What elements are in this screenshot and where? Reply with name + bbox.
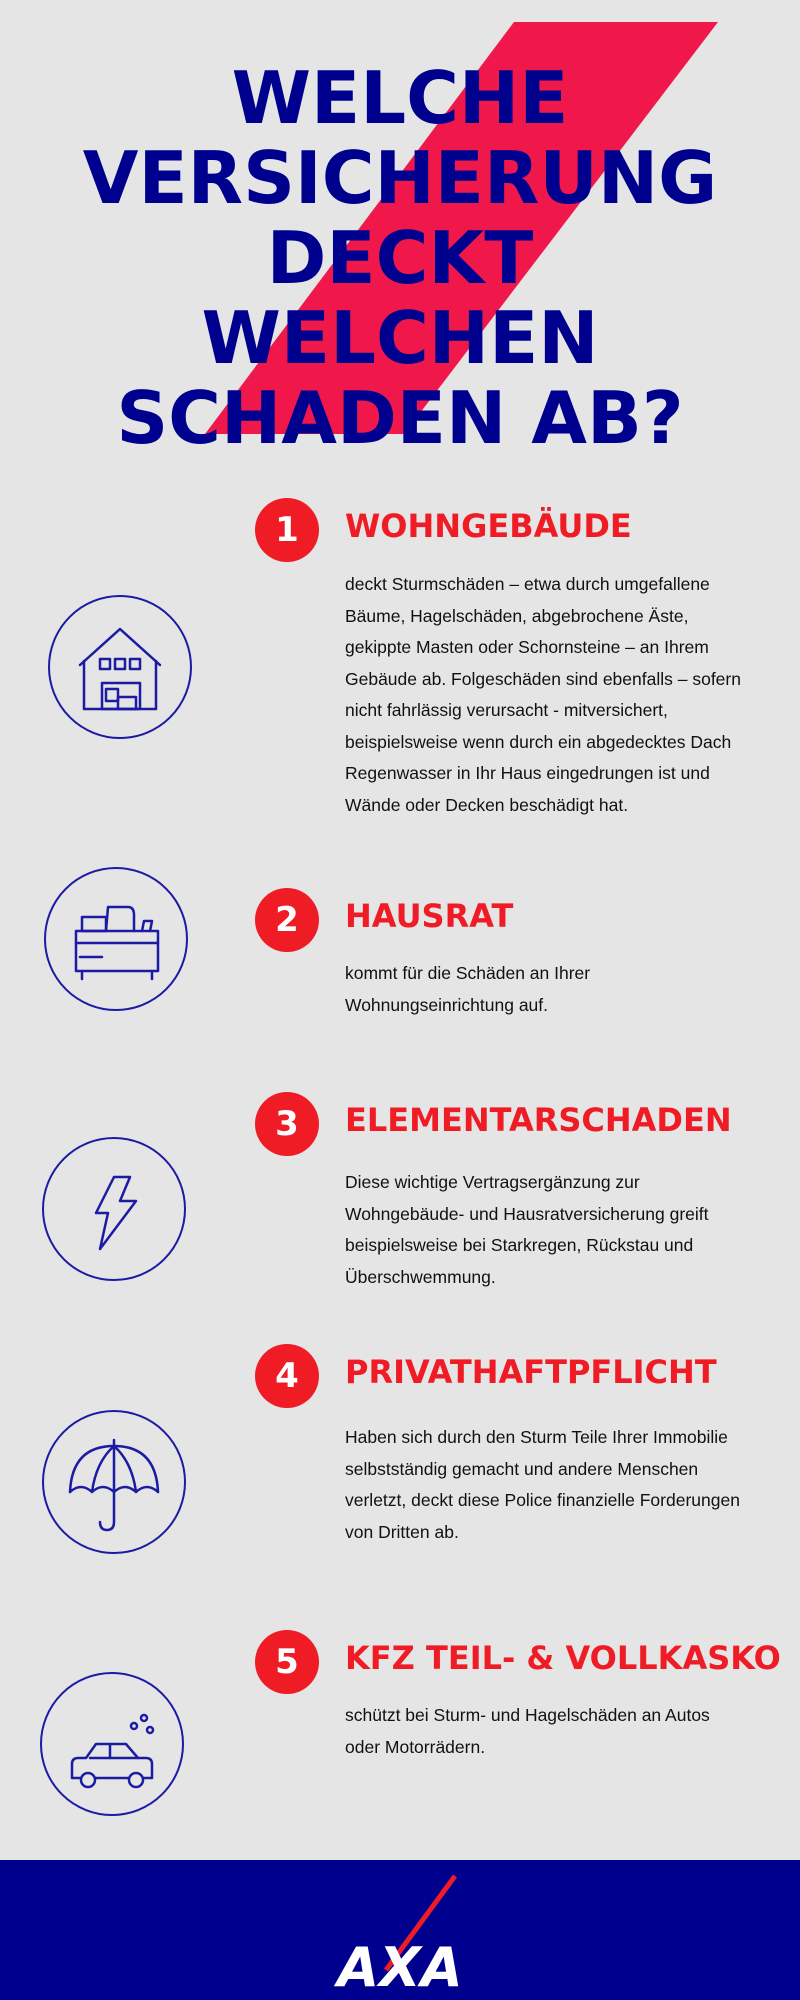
section-number-5: 5	[255, 1630, 319, 1694]
section-text-wohngebaeude: deckt Sturmschäden – etwa durch umgefallene Bäume, Hagelschäden, abgebrochene Äste, gekippte Masten oder Schornsteine – an Ihrem Gebäude ab. Folgeschäden sind ebenfalls – sofern nicht fahrlässig verursacht - mitversichert, beispielsweise wenn durch ein abgedecktes Dach Regenwasser in Ihr Haus eingedrungen ist und Wände oder Decken beschädigt hat.	[345, 574, 741, 815]
axa-logo	[330, 1870, 470, 1995]
umbrella-icon-circle	[42, 1410, 186, 1554]
section-number-4: 4	[255, 1344, 319, 1408]
section-title-kfz: KFZ TEIL- & VOLLKASKO	[345, 1639, 781, 1677]
car-hail-icon	[42, 1674, 182, 1814]
desk-icon	[46, 869, 186, 1009]
lightning-icon	[44, 1139, 184, 1279]
title-line-3: DECKT WELCHEN	[201, 216, 599, 380]
page-title	[60, 58, 740, 458]
section-text-privathaftpflicht: Haben sich durch den Sturm Teile Ihrer Immobilie selbstständig gemacht und andere Menschen verletzt, deckt diese Police finanzielle Forderungen von Dritten ab.	[345, 1427, 740, 1542]
title-line-1: WELCHE	[231, 56, 569, 140]
axa-logo-text: AXA	[337, 1936, 463, 1995]
house-icon	[50, 597, 190, 737]
section-text-hausrat: kommt für die Schäden an Ihrer Wohnungseinrichtung auf.	[345, 963, 591, 1015]
section-text-elementarschaden: Diese wichtige Vertragsergänzung zur Wohngebäude- und Hausratversicherung greift beispielsweise bei Starkregen, Rückstau und Überschwemmung.	[345, 1172, 709, 1287]
header	[0, 0, 800, 460]
car-hail-icon-circle	[40, 1672, 184, 1816]
section-title-hausrat: HAUSRAT	[345, 897, 514, 935]
desk-icon-circle	[44, 867, 188, 1011]
lightning-icon-circle	[42, 1137, 186, 1281]
section-text-kfz: schützt bei Sturm- und Hagelschäden an Autos oder Motorrädern.	[345, 1705, 710, 1757]
footer	[0, 1860, 800, 2000]
title-line-2: VERSICHERUNG	[82, 136, 718, 220]
section-number-3: 3	[255, 1092, 319, 1156]
section-title-privathaftpflicht: PRIVATHAFTPFLICHT	[345, 1353, 717, 1391]
umbrella-icon	[44, 1412, 184, 1552]
section-title-elementarschaden: ELEMENTARSCHADEN	[345, 1101, 732, 1139]
section-number-1: 1	[255, 498, 319, 562]
house-icon-circle	[48, 595, 192, 739]
title-line-4: SCHADEN AB?	[116, 376, 684, 460]
section-number-2: 2	[255, 888, 319, 952]
section-title-wohngebaeude: WOHNGEBÄUDE	[345, 507, 632, 545]
